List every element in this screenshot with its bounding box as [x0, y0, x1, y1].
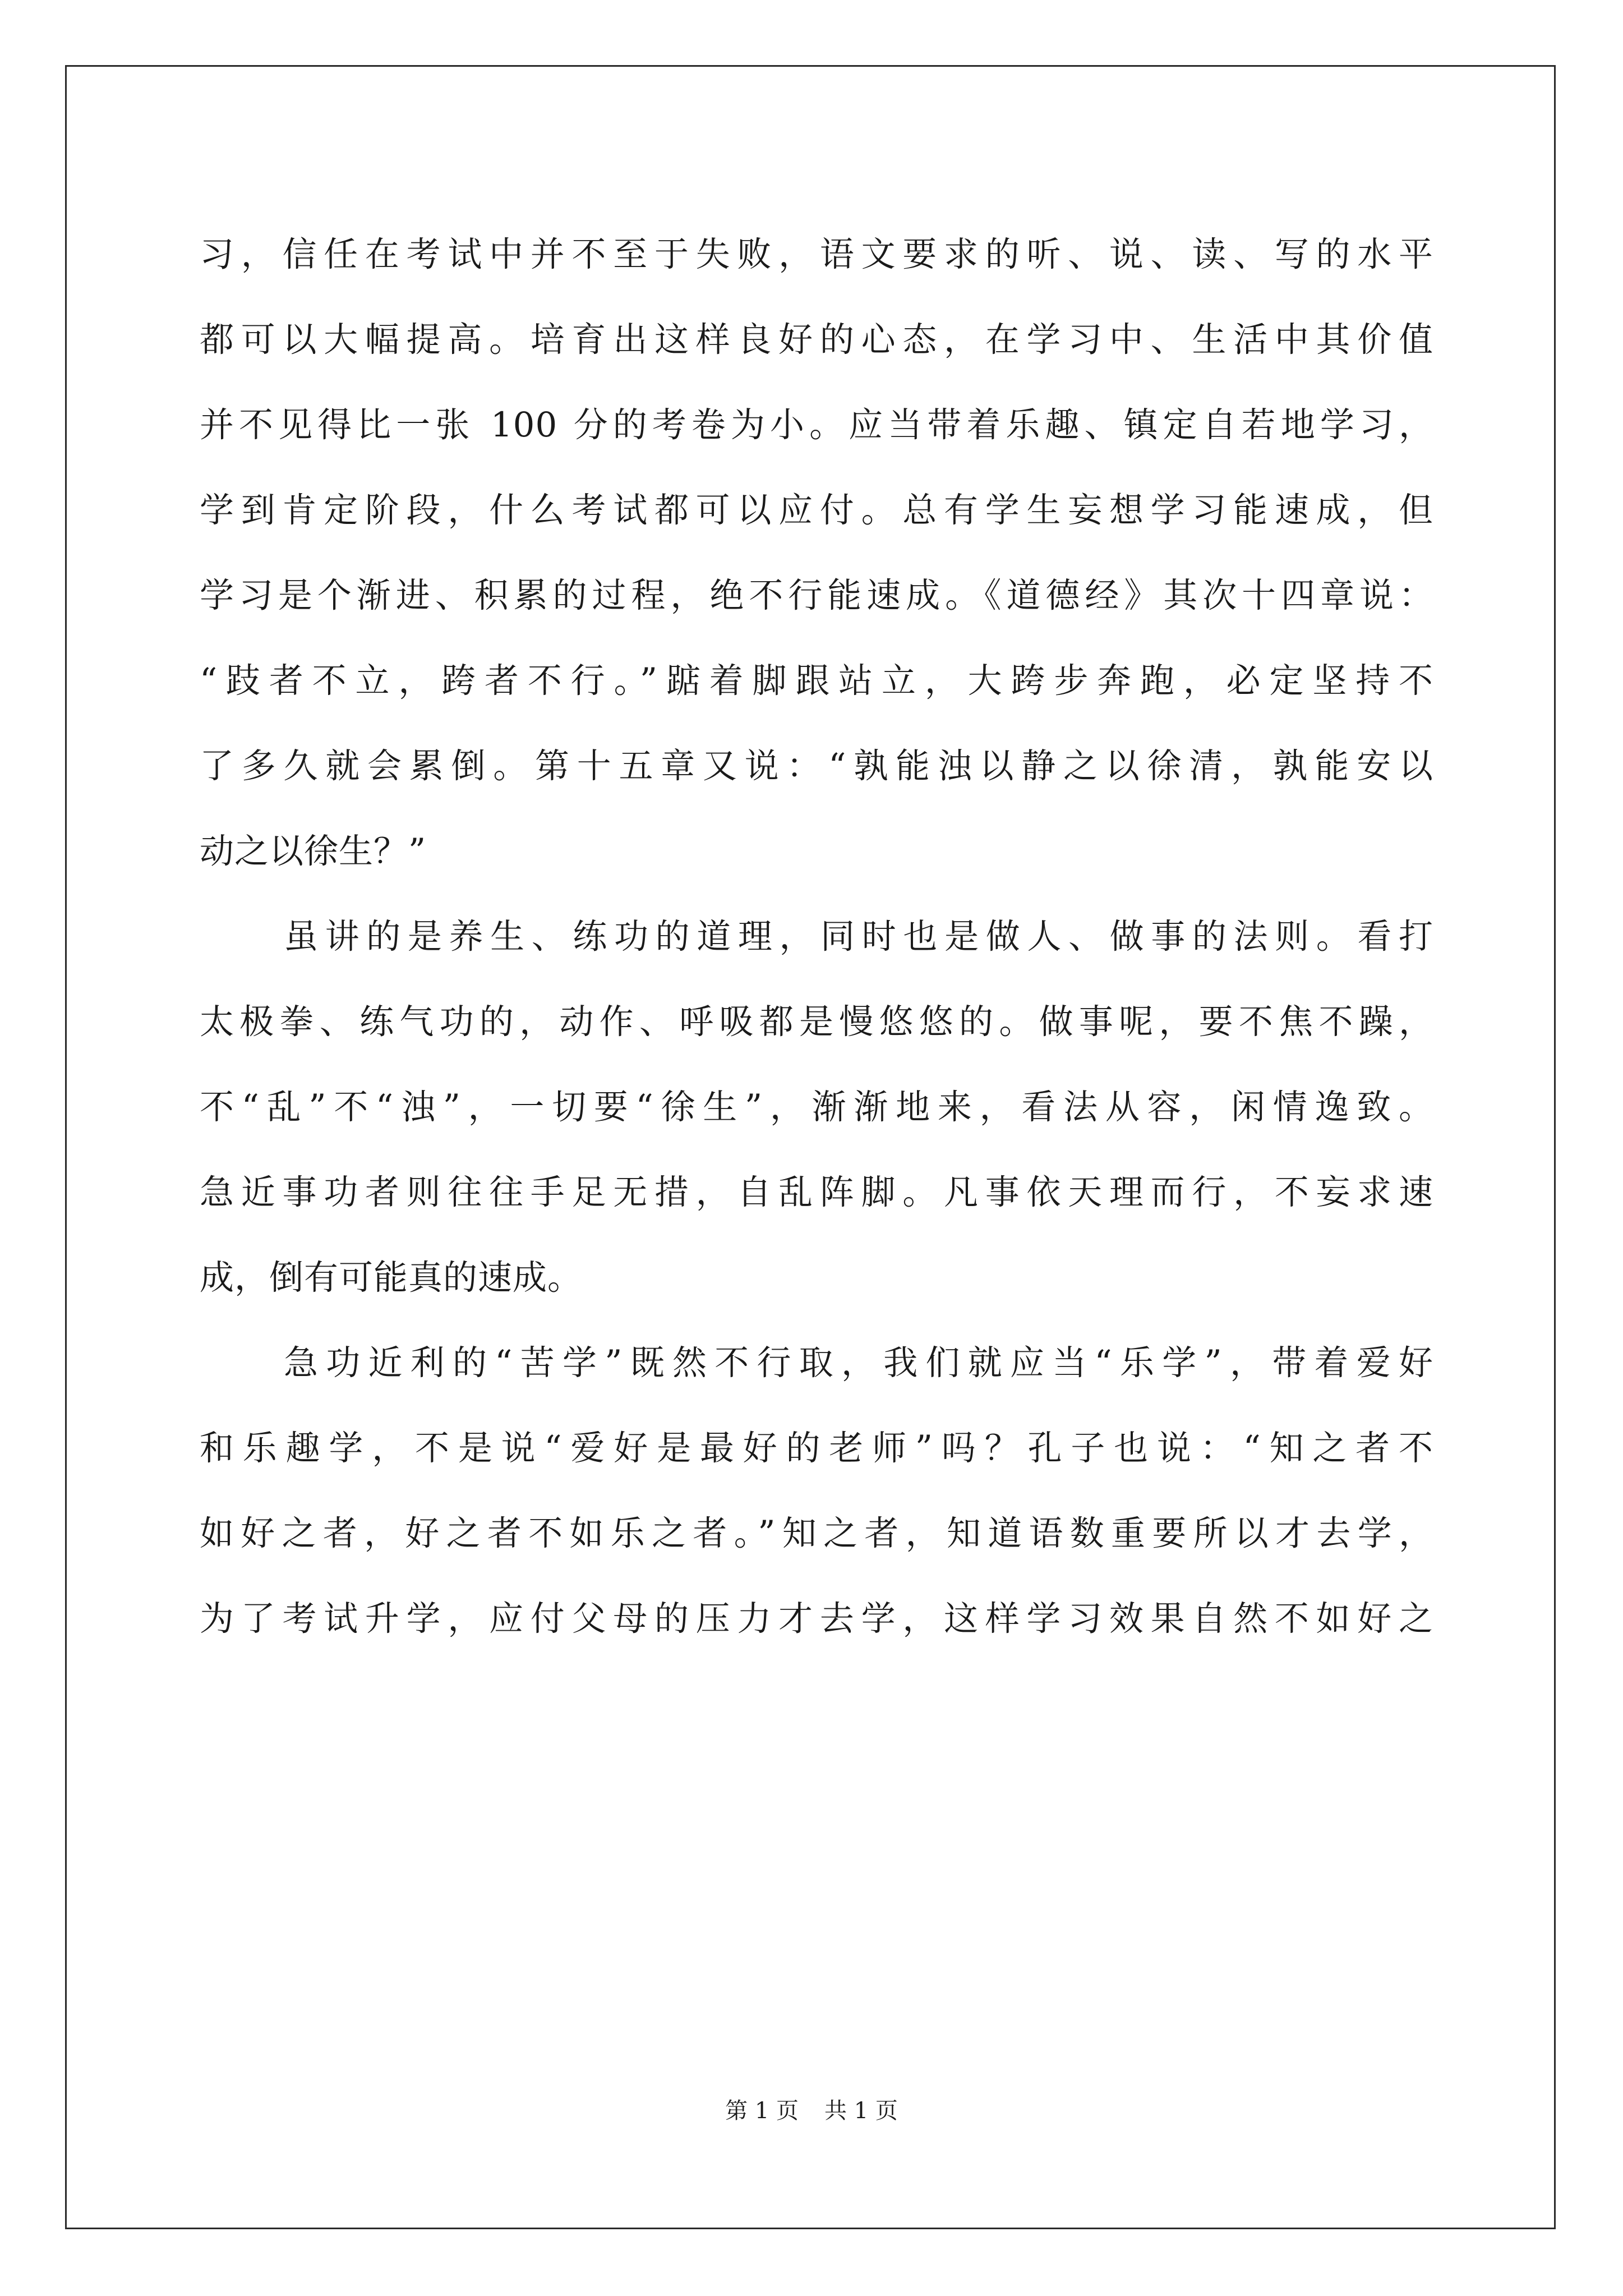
text-line: 习，信任在考试中并不至于失败，语文要求的听、说、读、写的水平	[200, 234, 1433, 274]
text-line: 急近事功者则往往手足无措，自乱阵脚。凡事依天理而行，不妄求速	[200, 1172, 1433, 1212]
text-line: 为了考试升学，应付父母的压力才去学，这样学习效果自然不如好之	[200, 1599, 1433, 1639]
text-line: 动之以徐生？”	[200, 831, 427, 871]
text-line: 虽讲的是养生、练功的道理，同时也是做人、做事的法则。看打	[284, 917, 1433, 956]
text-line: 太极拳、练气功的，动作、呼吸都是慢悠悠的。做事呢，要不焦不躁，	[200, 1002, 1433, 1042]
text-line: 如好之者，好之者不如乐之者。”知之者，知道语数重要所以才去学，	[200, 1513, 1433, 1553]
text-line: 了多久就会累倒。第十五章又说：“孰能浊以静之以徐清，孰能安以	[200, 746, 1433, 786]
text-line: 并不见得比一张 100 分的考卷为小。应当带着乐趣、镇定自若地学习，	[200, 405, 1433, 445]
text-line: 学习是个渐进、积累的过程，绝不行能速成。《道德经》其次十四章说：	[200, 576, 1433, 615]
text-line: “跂者不立，跨者不行。”踮着脚跟站立，大跨步奔跑，必定坚持不	[200, 661, 1433, 701]
page-footer	[0, 2096, 1623, 2125]
document-body	[200, 212, 1433, 1662]
text-line: 不“乱”不“浊”，一切要“徐生”，渐渐地来，看法从容，闲情逸致。	[200, 1087, 1433, 1127]
text-line: 都可以大幅提高。培育出这样良好的心态，在学习中、生活中其价值	[200, 320, 1433, 360]
text-line: 学到肯定阶段，什么考试都可以应付。总有学生妄想学习能速成，但	[200, 490, 1433, 530]
page-total: 共 1 页	[824, 2098, 898, 2124]
page-number: 第 1 页	[725, 2098, 799, 2124]
text-line: 和乐趣学，不是说“爱好是最好的老师”吗？孔子也说：“知之者不	[200, 1428, 1433, 1468]
text-line: 成，倒有可能真的速成。	[200, 1258, 583, 1297]
text-line: 急功近利的“苦学”既然不行取，我们就应当“乐学”，带着爱好	[284, 1343, 1433, 1383]
